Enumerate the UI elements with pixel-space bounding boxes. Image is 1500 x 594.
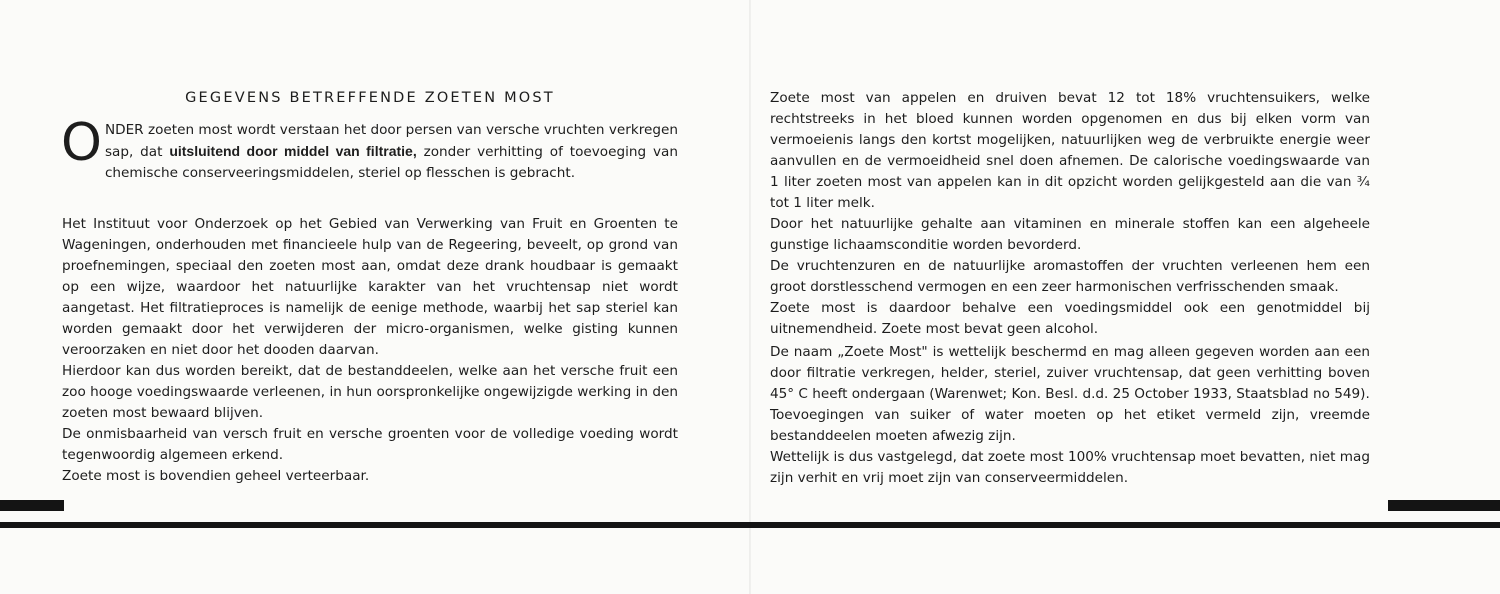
intro-text-end: zonder verhitting of toevoeging van chemische conserveeringsmiddelen, steriel op flesschen is gebracht. <box>104 144 678 181</box>
paragraph-legal-summary: Wettelijk is dus vastgelegd, dat zoete most 100% vruchtensap moet bevatten, niet mag zijn verhit en vrij moet zijn van conserveermiddelen. <box>770 449 1370 486</box>
paragraph-no-alcohol: Zoete most is daardoor behalve een voedingsmiddel ook een genotmiddel bij uitnemendheid. Zoete most bevat geen alcohol. <box>770 300 1370 337</box>
intro-text-start: NDER zoeten most wordt verstaan het door persen van versche vruchten verkregen sap, dat <box>104 122 678 160</box>
drop-cap: O <box>61 113 102 173</box>
page-title: GEGEVENS BETREFFENDE ZOETEN MOST <box>185 90 555 106</box>
paragraph-acids: De vruchtenzuren en de natuurlijke aromastoffen der vruchten verleenen hem een groot dorstlesschend vermogen en een zeer harmonischen verfrisschenden smaak. <box>770 258 1370 295</box>
intro-paragraph <box>61 113 678 184</box>
paragraph-nutrients: Hierdoor kan dus worden bereikt, dat de bestanddeelen, welke aan het versche fruit een zoo hooge voedingswaarde verleenen, in hun oorspronkelijke ongewijzigde werking in den zoeten most bewaard blijven. <box>62 363 678 421</box>
right-body-2 <box>770 342 1370 489</box>
paragraph-sugars: Zoete most van appelen en druiven bevat 12 tot 18% vruchtensuikers, welke rechtstreeks in het bloed kunnen worden opgenomen en dus bij elken vorm van vermoeienis langs den kortst mogelijken, natuurlijken weg de verbruikte energie weer aanvullen en de vermoeidheid snel doen afnemen. De calorische voedingswaarde van 1 liter zoeten most van appelen kan in dit opzicht worden gelijkgesteld aan die van ¾ tot 1 liter melk. <box>770 90 1370 211</box>
right-thick-bar <box>1388 500 1500 511</box>
intro-bold-phrase: uitsluitend door middel van filtratie, <box>169 143 417 159</box>
paragraph-vitamins: Door het natuurlijke gehalte aan vitaminen en minerale stoffen kan een algeheele gunstige lichaamsconditie worden bevorderd. <box>770 216 1370 253</box>
paragraph-fresh-fruit: De onmisbaarheid van versch fruit en versche groenten voor de volledige voeding wordt tegenwoordig algemeen erkend. <box>62 426 678 463</box>
left-thick-bar <box>0 500 64 511</box>
paragraph-digestible: Zoete most is bovendien geheel verteerbaar. <box>62 468 370 484</box>
right-body-1 <box>770 88 1370 340</box>
paragraph-additions: Toevoegingen van suiker of water moeten op het etiket vermeld zijn, vreemde bestanddeelen moeten afwezig zijn. <box>770 407 1370 444</box>
paragraph-legal-name: De naam „Zoete Most" is wettelijk beschermd en mag alleen gegeven worden aan een door filtratie verkregen, helder, steriel, zuiver vruchtensap, dat geen verhitting boven 45° C heeft ondergaan (Warenwet; Kon. Besl. d.d. 25 October 1933, Staatsblad no 549). <box>770 344 1370 402</box>
paragraph-institute: Het Instituut voor Onderzoek op het Gebied van Verwerking van Fruit en Groenten te Wageningen, onderhouden met financieele hulp van de Regeering, beveelt, op grond van proefnemingen, speciaal den zoeten most aan, omdat deze drank houdbaar is gemaakt op een wijze, waardoor het natuurlijke karakter van het vruchtensap niet wordt aangetast. Het filtratieproces is namelijk de eenige methode, waarbij het sap steriel kan worden gemaakt door het verwijderen der micro-organismen, welke gisting kunnen veroorzaken en niet door het dooden daarvan. <box>62 216 678 358</box>
left-body <box>62 214 678 487</box>
bottom-rule <box>0 522 1500 528</box>
